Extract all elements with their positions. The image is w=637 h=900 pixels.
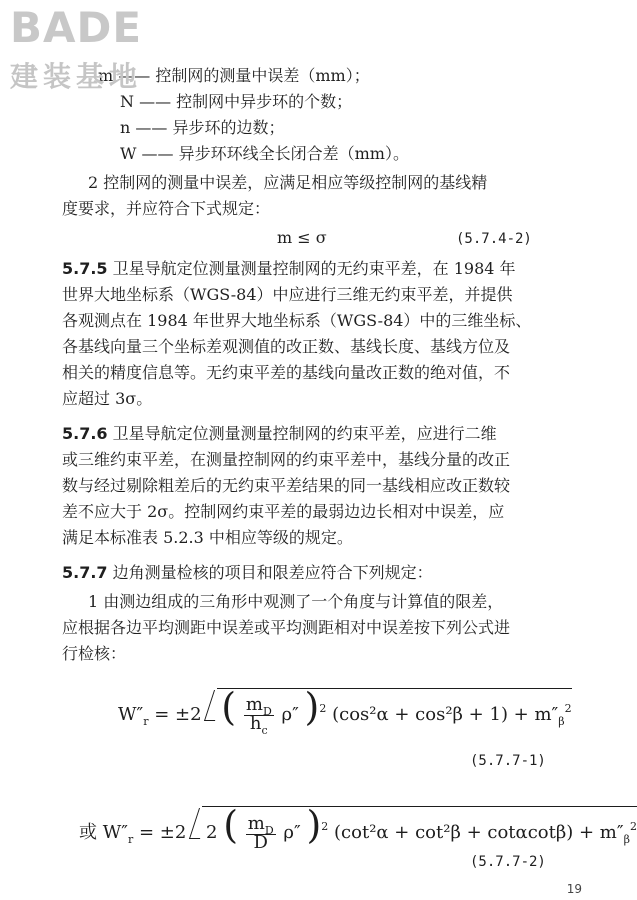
formula-1-fraction: [244, 693, 274, 737]
formula-2-sqrt: [194, 803, 637, 853]
formula-2-after: = ±2: [133, 822, 187, 843]
formula-1-square: 2: [319, 702, 327, 715]
section-575-line-2: 世界大地坐标系（WGS-84）中应进行三维无约束平差，并提供: [62, 285, 513, 304]
formula-5-7-7-1: [118, 685, 572, 737]
formula-2-tail: (cot²α + cot²β + cotαcotβ) + m″: [334, 822, 624, 843]
section-577-line-3: 应根据各边平均测距中误差或平均测距相对中误差按下列公式进: [62, 618, 511, 637]
equation-number-5-7-4-2: (5.7.4-2): [456, 231, 532, 247]
formula-2-left-paren: (: [223, 803, 239, 847]
section-576-line-1: [62, 424, 497, 444]
section-576-line-2: 或三维约束平差，在测量控制网的约束平差中，基线分量的改正: [62, 450, 511, 469]
formula-2-fraction: [246, 812, 276, 853]
section-575-number: 5.7.5: [62, 259, 108, 278]
formula-5-7-7-2: [79, 803, 637, 853]
page-number: 19: [566, 882, 582, 896]
formula-2-tail-sub: β: [623, 833, 630, 846]
logo-top: BADE: [10, 3, 143, 52]
section-575-line-6: 应超过 3σ。: [62, 389, 153, 408]
formula-1-right-paren: ): [304, 685, 320, 729]
formula-1-after: = ±2: [148, 704, 202, 725]
section-576-line-3: 数与经过剔除粗差后的无约束平差结果的同一基线相应改正数较: [62, 476, 511, 495]
equation-5-7-4-2: m ≤ σ: [277, 228, 327, 247]
formula-1-denominator: $h_c$: [249, 712, 268, 737]
section-576-line-5: 满足本标准表 5.2.3 中相应等级的规定。: [62, 528, 353, 547]
section-577-line-1: [62, 563, 433, 583]
formula-2-tail-sup: 2: [629, 820, 637, 833]
formula-1-tail: (cos²α + cos²β + 1) + m″: [332, 704, 559, 725]
definition-line-N: N —— 控制网中异步环的个数；: [120, 92, 353, 111]
section-576-text-1: 卫星导航定位测量测量控制网的约束平差，应进行二维: [112, 424, 497, 443]
section-575-line-3: 各观测点在 1984 年世界大地坐标系（WGS-84）中的三维坐标、: [62, 311, 532, 330]
formula-2-prefix-sub: r: [127, 833, 134, 846]
definition-line-n: n —— 异步环的边数；: [120, 118, 285, 137]
formula-1-prefix-sub: r: [143, 715, 149, 728]
formula-1-tail-sup: 2: [564, 702, 572, 715]
section-575-text-1: 卫星导航定位测量测量控制网的无约束平差，在 1984 年: [112, 259, 516, 278]
equation-number-5-7-7-2: (5.7.7-2): [470, 854, 546, 870]
section-575-line-4: 各基线向量三个坐标差观测值的改正数、基线长度、基线方位及: [62, 337, 511, 356]
formula-1-sqrt: [209, 685, 572, 737]
formula-2-numerator: $m_D$: [247, 812, 274, 837]
formula-1-prefix: W″: [118, 704, 144, 725]
section-575-line-1: [62, 259, 516, 279]
section-577-line-2: 1 由测边组成的三角形中观测了一个角度与计算值的限差，: [88, 592, 504, 611]
section-577-line-4: 行检核：: [62, 644, 127, 663]
formula-2-rho: ρ″: [283, 822, 301, 843]
equation-number-5-7-7-1: (5.7.7-1): [470, 753, 546, 769]
formula-2-prefix: 或 W″: [79, 822, 128, 843]
formula-2-square: 2: [321, 820, 329, 833]
section-577-text-1: 边角测量检核的项目和限差应符合下列规定：: [112, 563, 433, 582]
formula-1-left-paren: (: [221, 685, 237, 729]
definition-line-m: m —— 控制网的测量中误差（mm）；: [98, 66, 370, 85]
logo-bottom: 建装基地: [10, 60, 143, 93]
section-576-number: 5.7.6: [62, 424, 108, 443]
formula-2-denominator: D: [253, 831, 268, 853]
formula-1-numerator: $m_D$: [245, 693, 272, 718]
formula-1-tail-sub: β: [558, 715, 565, 728]
formula-2-right-paren: ): [306, 803, 322, 847]
watermark-logo: [10, 5, 175, 100]
formula-2-multiplier: 2: [206, 822, 218, 843]
paragraph-2-line-1: 2 控制网的测量中误差，应满足相应等级控制网的基线精: [88, 173, 488, 192]
section-575-line-5: 相关的精度信息等。无约束平差的基线向量改正数的绝对值，不: [62, 363, 511, 382]
paragraph-2-line-2: 度要求，并应符合下式规定：: [62, 199, 271, 218]
section-577-number: 5.7.7: [62, 563, 108, 582]
formula-1-rho: ρ″: [281, 704, 299, 725]
section-576-line-4: 差不应大于 2σ。控制网约束平差的最弱边边长相对中误差，应: [62, 502, 505, 521]
definition-line-W: W —— 异步环环线全长闭合差（mm）。: [120, 144, 409, 163]
